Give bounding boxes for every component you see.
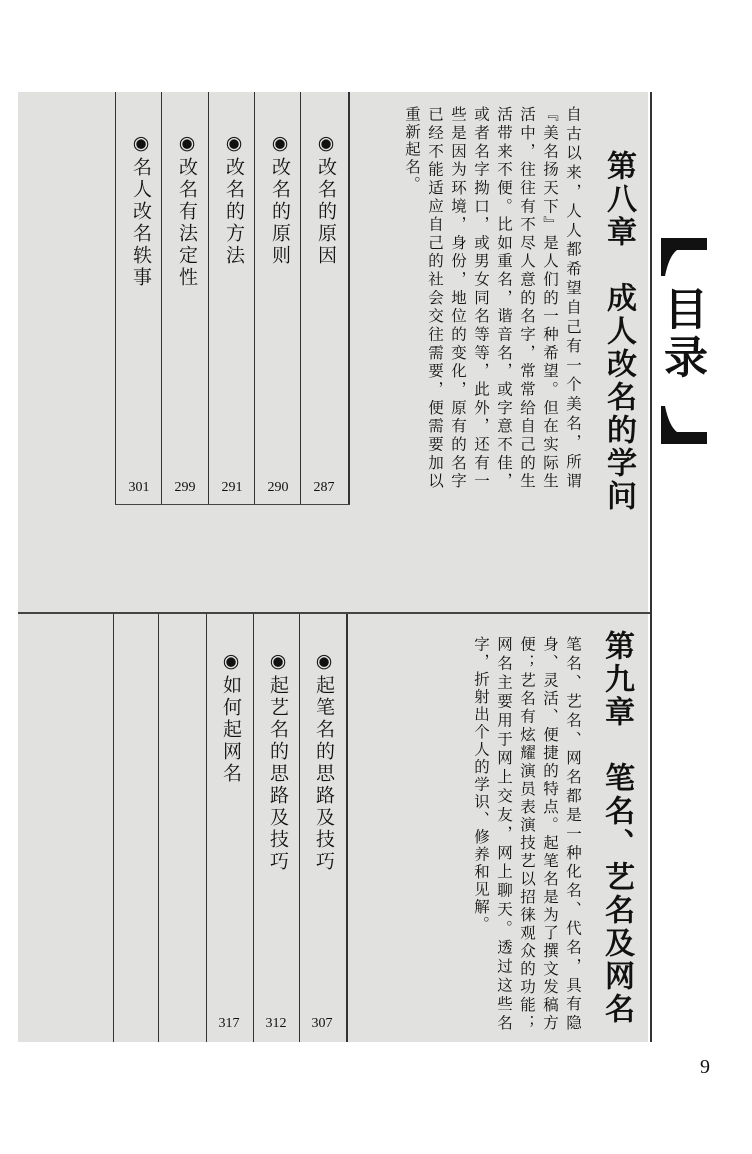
bullet-icon: ◉	[220, 650, 242, 675]
toc-page-number: 317	[218, 1016, 240, 1031]
ch9-desc-separator	[346, 614, 348, 1042]
ch9-column-line	[299, 614, 300, 1042]
chapter-9-title: 第九章 笔名、艺名及网名	[599, 630, 634, 1026]
chapter-8-description: 自古以来，人人都希望自己有一个美名，所谓『美名扬天下』是人们的一种希望。但在实际生活中，往往有不尽人意的名字，常常给自己的生活带来不便。比如重名，谐音名，或字意不佳，或者名字拗口，或男女同名等等，此外，还有一些是因为环境，身份，地位的变化，原有的名字已经不能适应自己的社会交往需要，便需要加以重新起名。	[403, 106, 582, 490]
toc-entry[interactable]: ◉改名的方法	[223, 132, 245, 267]
bullet-icon: ◉	[130, 132, 152, 157]
toc-entry[interactable]: ◉改名的原则	[269, 132, 291, 267]
ch8-column-line	[254, 92, 255, 504]
toc-page-number: 307	[311, 1016, 333, 1031]
bullet-icon: ◉	[315, 132, 337, 157]
ch8-column-line	[300, 92, 301, 504]
ch8-desc-separator	[348, 92, 350, 504]
ch9-column-line	[206, 614, 207, 1042]
ch8-bottom-line	[115, 504, 350, 505]
bullet-icon: ◉	[269, 132, 291, 157]
ch8-column-line	[161, 92, 162, 504]
ch9-column-line	[113, 614, 114, 1042]
toc-page-number: 290	[267, 480, 289, 495]
chapter-8-title: 第八章 成人改名的学问	[601, 150, 636, 513]
ch8-column-line	[115, 92, 116, 504]
right-border-line	[650, 92, 652, 1042]
toc-entry[interactable]: ◉起艺名的思路及技巧	[267, 650, 289, 873]
bullet-icon: ◉	[267, 650, 289, 675]
ch9-column-line	[253, 614, 254, 1042]
toc-entry[interactable]: ◉如何起网名	[220, 650, 242, 785]
page-folio: 9	[700, 1056, 710, 1078]
toc-page-number: 301	[128, 480, 150, 495]
toc-entry[interactable]: ◉改名有法定性	[176, 132, 198, 289]
ch9-column-line	[158, 614, 159, 1042]
chapter-9-description: 笔名、艺名、网名都是一种化名、代名，具有隐身、灵活、便捷的特点。起笔名是为了撰文发稿方便；艺名有炫耀演员表演技艺以招徕观众的功能；网名主要用于网上交友，网上聊天。透过这些名字，折射出个人的学识、修养和见解。	[472, 636, 582, 1032]
toc-entry[interactable]: ◉名人改名轶事	[130, 132, 152, 289]
toc-page-number: 287	[313, 480, 335, 495]
toc-page-number: 291	[221, 480, 243, 495]
toc-title: 目录	[656, 286, 707, 382]
toc-page-number: 312	[265, 1016, 287, 1031]
ch8-column-line	[208, 92, 209, 504]
bullet-icon: ◉	[223, 132, 245, 157]
toc-page-number: 299	[174, 480, 196, 495]
bullet-icon: ◉	[176, 132, 198, 157]
toc-entry[interactable]: ◉改名的原因	[315, 132, 337, 267]
toc-entry[interactable]: ◉起笔名的思路及技巧	[313, 650, 335, 873]
bullet-icon: ◉	[313, 650, 335, 675]
